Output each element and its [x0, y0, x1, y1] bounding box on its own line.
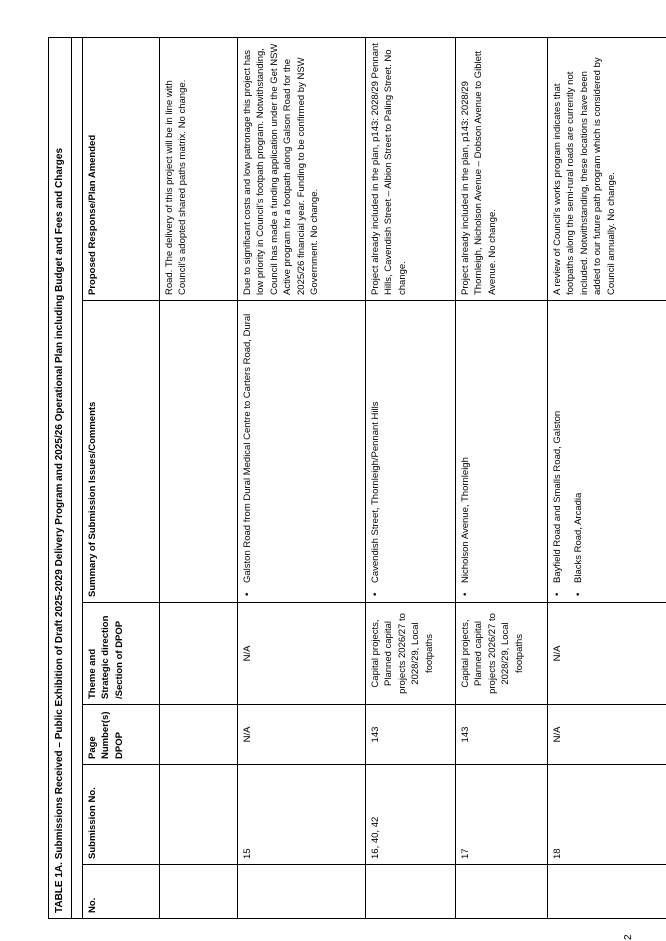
row-response: Project already included in the plan, p143: 2028/29 Thornleigh, Nicholson Avenue – Dobson Avenue to Giblett Avenue. No change. [456, 37, 548, 300]
row-response: Due to significant costs and low patronage this project has low priority in Council’s footpath program. Notwithstanding, Council has made a funding application under the Get NSW Active program for a footpath along Galson Road for the 2025/26 financial year. Funding to be confirmed by NSW Government. No change. [238, 37, 366, 300]
header-summary: Summary of Submission Issues/Comments [83, 301, 160, 603]
row-theme [160, 603, 238, 705]
row-submission-no: 16, 40, 42 [366, 765, 456, 865]
row-summary [366, 301, 456, 603]
header-no: No. [83, 865, 160, 919]
header-row [83, 37, 160, 918]
table-title: TABLE 1A. Submissions Received – Public Exhibition of Draft 2025-2029 Delivery Program and 2025/26 Operational Plan including Budget and Fees and Charges [49, 37, 72, 918]
row-page: 143 [456, 705, 548, 765]
page-number: 2 [623, 934, 634, 940]
row-theme: N/A [548, 603, 666, 705]
row-response: Road. The delivery of this project will be in line with Council’s adopted shared paths matrix. No change. [160, 37, 238, 300]
row-response: Project already included in the plan, p143: 2028/29 Pennant Hills, Cavendish Street – Albion Street to Paling Street. No change. [366, 37, 456, 300]
row-summary [456, 301, 548, 603]
row-submission-no: 18 [548, 765, 666, 865]
spacer-row [72, 37, 83, 918]
row-summary [548, 301, 666, 603]
row-summary [238, 301, 366, 603]
header-submission-no: Submission No. [83, 765, 160, 865]
header-page-number: Page Number(s) DPOP [83, 705, 160, 765]
row-theme: Capital projects, Planned capital projects 2026/27 to 2028/29, Local footpaths [456, 603, 548, 705]
row-submission-no [160, 765, 238, 865]
summary-bullet: • Cavendish Street, Thornleigh/Pennant Hills [369, 306, 382, 597]
row-theme: Capital projects, Planned capital projects 2026/27 to 2028/29, Local footpaths [366, 603, 456, 705]
row-submission-no: 17 [456, 765, 548, 865]
table-row [456, 37, 548, 918]
row-page: 143 [366, 705, 456, 765]
row-page: N/A [548, 705, 666, 765]
row-no [366, 865, 456, 919]
row-summary [160, 301, 238, 603]
table-row [366, 37, 456, 918]
row-no [160, 865, 238, 919]
table-row [160, 37, 238, 918]
row-no [548, 865, 666, 919]
table-row [548, 37, 666, 918]
summary-bullet: • Galston Road from Dural Medical Centre to Carters Road, Dural [241, 306, 254, 597]
row-no [238, 865, 366, 919]
row-page: N/A [238, 705, 366, 765]
header-response: Proposed Response/Plan Amended [83, 37, 160, 300]
row-submission-no: 15 [238, 765, 366, 865]
summary-bullet: • Bayfield Road and Smalls Road, Galston [551, 306, 564, 597]
submissions-table [48, 37, 666, 919]
row-response: A review of Council’s works program indicates that footpaths along the semi-rural roads are currently not included. Notwithstanding, these locations have been added to our future path program which is considered by Council annually. No change. [548, 37, 666, 300]
table-row [238, 37, 366, 918]
row-no [456, 865, 548, 919]
header-theme: Theme and Strategic direction /Section of DPOP [83, 603, 160, 705]
summary-bullet: • Nicholson Avenue, Thornleigh [459, 306, 472, 597]
row-page [160, 705, 238, 765]
row-theme: N/A [238, 603, 366, 705]
summary-bullet: • Blacks Road, Arcadia [572, 306, 585, 597]
